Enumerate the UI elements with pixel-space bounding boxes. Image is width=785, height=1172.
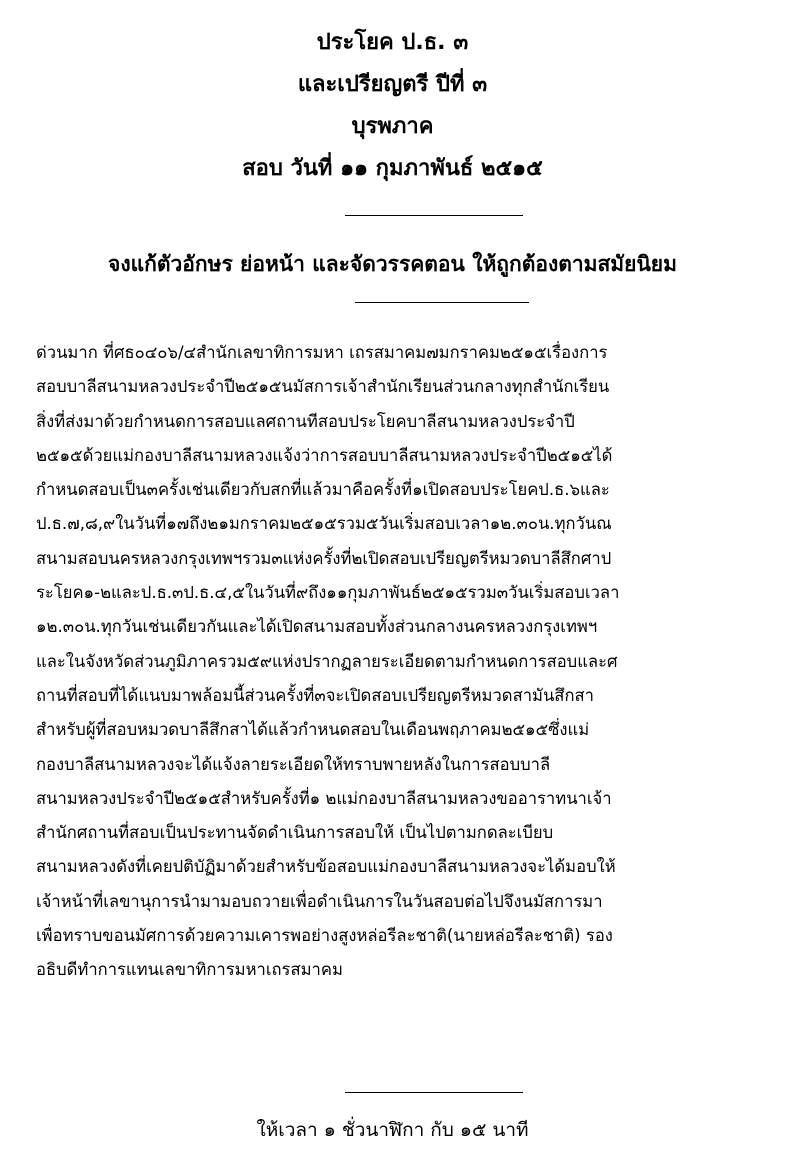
exam-subject-title: บุรพภาค bbox=[351, 114, 434, 139]
exam-date: สอบ วันที่ ๑๑ กุมภาพันธ์ ๒๕๑๕ bbox=[242, 156, 543, 181]
instruction-divider bbox=[355, 302, 529, 303]
exam-level-title: ประโยค ป.ธ. ๓ bbox=[316, 30, 469, 55]
exam-grade-title: และเปรียญตรี ปีที่ ๓ bbox=[297, 72, 488, 97]
passage-line: สำหรับผู้ที่สอบหมวดบาลีสึกสาได้แล้วกำหนดสอบในเดือนพฤภาคม๒๕๑๕ซึ่งแม่ bbox=[36, 720, 590, 740]
passage-line: สิ่งที่ส่งมาด้วยกำหนดการสอบแลศถานทีสอบประโยคบาลีสนามหลวงประจำปี bbox=[36, 411, 575, 431]
time-allowed: ให้เวลา ๑ ชั่วนาฬิกา กับ ๑๕ นาที bbox=[256, 1119, 529, 1141]
passage-line: เจ้าหน้าที่เลขานุการนำมามอบถวายเพื่อดำเนินการในวันสอบต่อไปจึงนมัสการมา bbox=[36, 891, 603, 911]
passage-line: ๒๕๑๕ด้วยแม่กองบาลีสนามหลวงแจ้งว่าการสอบบาลีสนามหลวงประจำปี๒๕๑๕ได้ bbox=[36, 445, 613, 465]
footer-divider bbox=[345, 1092, 523, 1093]
passage-line: กองบาลีสนามหลวงจะได้แจ้งลายระเอียดให้ทราบพายหลังในการสอบบาลี bbox=[36, 754, 551, 774]
exam-passage bbox=[36, 336, 756, 988]
passage-line: ด่วนมาก ที่ศธ๐๔๐๖/๔สำนักเลขาทิการมหา เถรสมาคม๗มกราคม๒๕๑๕เรื่องการ bbox=[36, 343, 608, 362]
passage-line: อธิบดีทำการแทนเลขาทิการมหาเถรสมาคม bbox=[36, 960, 343, 980]
passage-line: กำหนดสอบเป็น๓ครั้งเช่นเดียวกับสกที่แล้วมาคือครั้งที่๑เปิดสอบประโยคป.ธ.๖และ bbox=[36, 480, 610, 500]
passage-line: สอบบาลีสนามหลวงประจำปี๒๕๑๕นมัสการเจ้าสำนักเรียนส่วนกลางทุกสำนักเรียน bbox=[36, 377, 610, 397]
passage-line: สำนักศถานที่สอบเป็นประทานจัดดำเนินการสอบให้ เป็นไปตามกดละเบียบ bbox=[36, 823, 554, 843]
header-divider bbox=[345, 215, 523, 216]
passage-line: สนามหลวงประจำปี๒๕๑๕สำหรับครั้งที่๑ ๒แม่กองบาลีสนามหลวงขออาราทนาเจ้า bbox=[36, 788, 612, 808]
passage-line: สนามสอบนครหลวงกรุงเทพฯรวม๓แห่งครั้งที่๒เปิดสอบเปรียญตรีหมวดบาลีสึกศาป bbox=[36, 548, 612, 568]
passage-line: ป.ธ.๗,๘,๙ในวันที่๑๗ถึง๒๑มกราคม๒๕๑๕รวม๕วันเริ่มสอบเวลา๑๒.๓๐น.ทุกวันณ bbox=[36, 514, 612, 534]
passage-line: สนามหลวงดังที่เคยปติบัฏิมาด้วยสำหรับข้อสอบแม่กองบาลีสนามหลวงจะได้มอบให้ bbox=[36, 857, 616, 877]
passage-line: และในจังหวัดส่วนภูมิภาครวม๕๙แห่งปรากฏลายระเอียดตามกำหนดการสอบและศ bbox=[36, 651, 618, 671]
passage-line: ๑๒.๓๐น.ทุกวันเช่นเดียวกันและได้เปิดสนามสอบทั้งส่วนกลางนครหลวงกรุงเทพฯ bbox=[36, 617, 598, 637]
exam-instruction: จงแก้ตัวอักษร ย่อหน้า และจัดวรรคตอน ให้ถูกต้องตามสมัยนิยม bbox=[108, 252, 677, 276]
passage-line: ถานที่สอบที่ได้แนบมาพล้อมนี้ส่วนครั้งที่๓จะเปิดสอบเปรียญตรีหมวดสามันสึกสา bbox=[36, 685, 594, 705]
passage-line: ระโยค๑-๒และป.ธ.๓ป.ธ.๔,๕ในวันที่๙ถึง๑๑กุมภาพันธ์๒๕๑๕รวม๓วันเริ่มสอบเวลา bbox=[36, 583, 620, 603]
exam-header bbox=[0, 22, 785, 190]
passage-line: เพื่อทราบขอนมัศการด้วยความเคารพอย่างสูงหล่อรีละชาติ(นายหล่อรีละชาติ) รอง bbox=[36, 926, 613, 946]
